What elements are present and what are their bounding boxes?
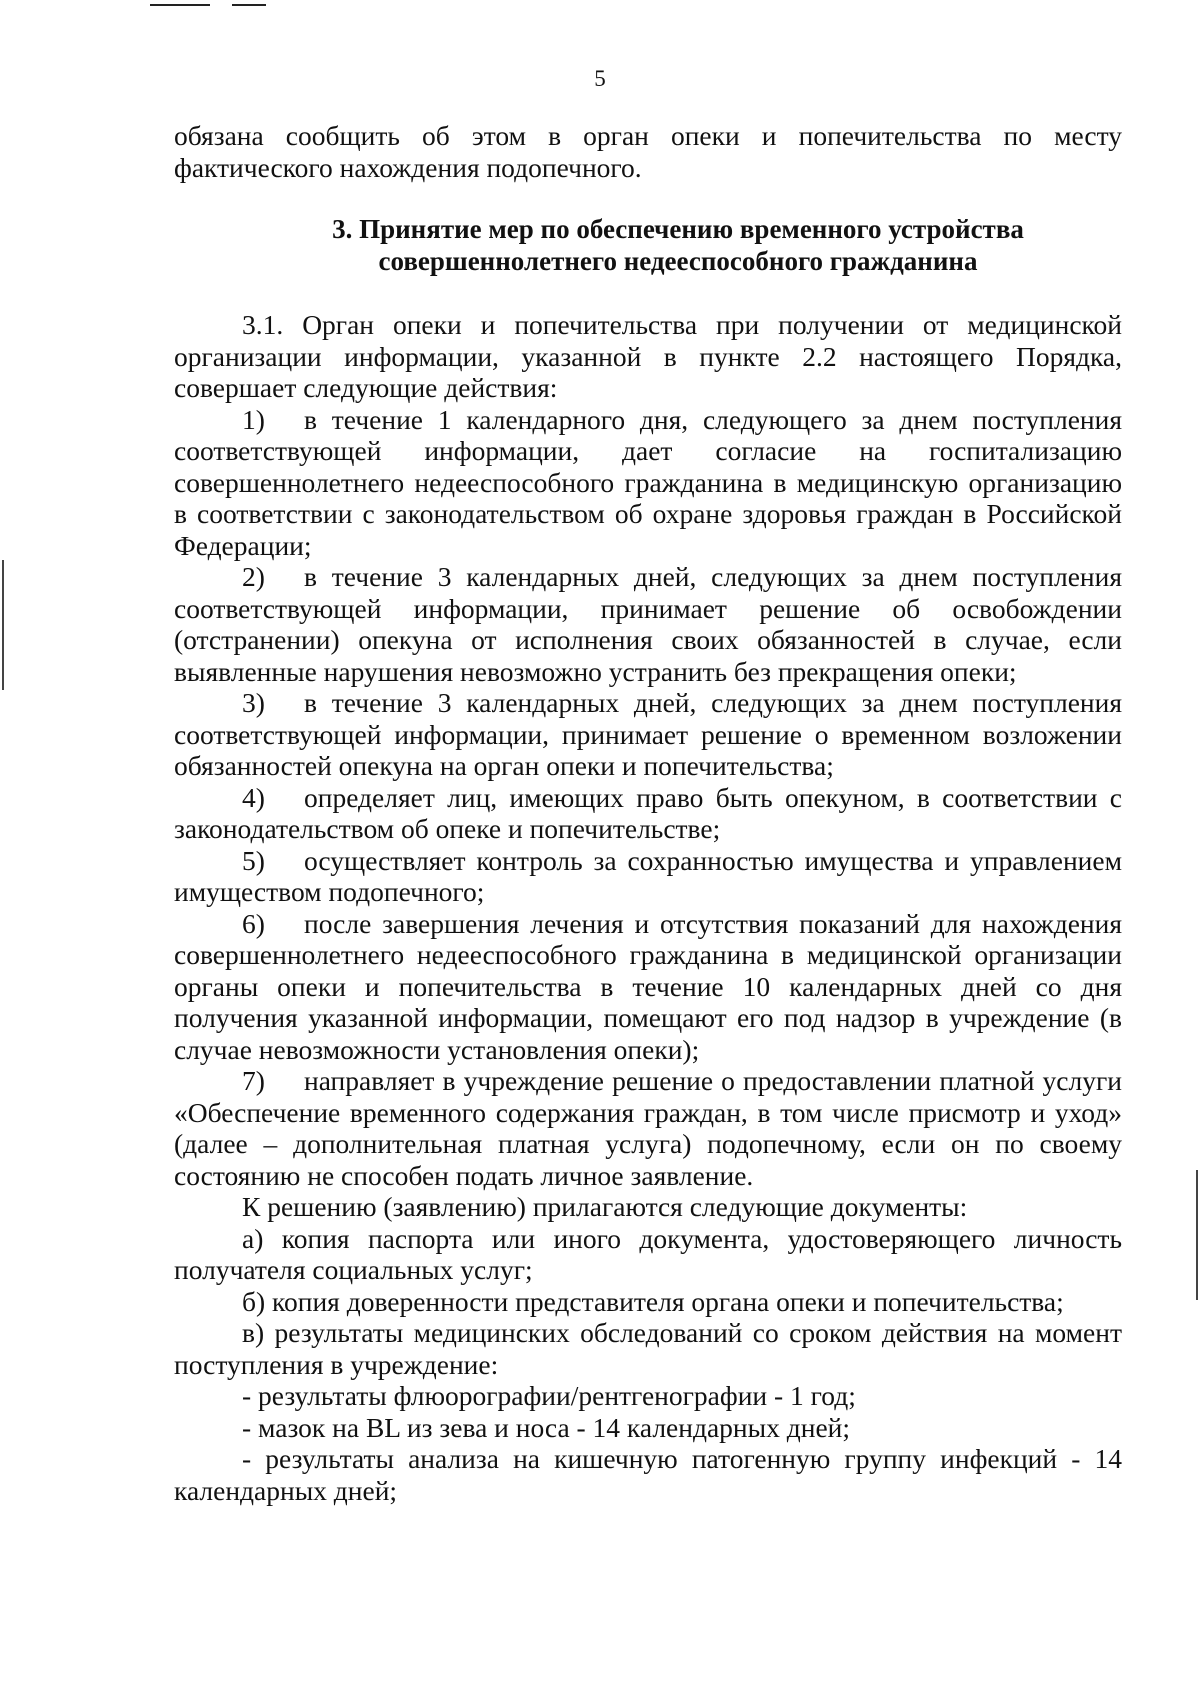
- list-item: [174, 845, 1122, 908]
- list-item: [174, 1065, 1122, 1191]
- scan-mark-top-left: [150, 4, 210, 6]
- section-heading: [234, 213, 1122, 277]
- list-item-text: осуществляет контроль за сохранностью имущества и управлением имуществом подопечного;: [174, 844, 1122, 907]
- list-item: [174, 404, 1122, 562]
- doc-item-b: б) копия доверенности представителя органа опеки и попечительства;: [242, 1285, 1064, 1317]
- document-body: [174, 120, 1122, 1506]
- list-item-text: в течение 3 календарных дней, следующих за днем поступления соответствующей информации, принимает решение об освобождении (отстранении) опекуна от исполнения своих обязанностей в случае, если выявленные нарушения невозможно устранить без прекращения опеки;: [174, 561, 1122, 687]
- scan-mark-right-edge: [1196, 1170, 1198, 1300]
- list-item-text: направляет в учреждение решение о предоставлении платной услуги «Обеспечение временного содержания граждан, в том числе присмотр и уход» (далее – дополнительная платная услуга) подопечному, если он по своему состоянию не способен подать личное заявление.: [174, 1065, 1122, 1191]
- list-item-text: после завершения лечения и отсутствия показаний для нахождения совершеннолетнего недееспособного гражданина в медицинской организации органы опеки и попечительства в течение 10 календарных дней со дня получения указанной информации, помещают его под надзор в учреждение (в случае невозможности установления опеки);: [174, 907, 1122, 1065]
- doc-item-c: в) результаты медицинских обследований со сроком действия на момент поступления в учреждение:: [174, 1317, 1122, 1380]
- list-item-number: 4): [242, 781, 265, 813]
- list-item-number: 3): [242, 687, 265, 718]
- scan-mark-top-left-2: [232, 4, 266, 6]
- med-result-item: - мазок на BL из зева и носа - 14 календарных дней;: [242, 1411, 851, 1443]
- list-item: [174, 908, 1122, 1066]
- list-item-number: 5): [242, 844, 265, 876]
- doc-item-a: а) копия паспорта или иного документа, удостоверяющего личность получателя социальных услуг;: [174, 1222, 1122, 1285]
- list-item-number: 7): [242, 1065, 265, 1096]
- list-item: [174, 561, 1122, 687]
- list-item-text: определяет лиц, имеющих право быть опекуном, в соответствии с законодательством об опеке и попечительстве;: [174, 781, 1122, 844]
- section-heading-line1: 3. Принятие мер по обеспечению временного устройства: [332, 214, 1024, 244]
- med-result-item: - результаты флюорографии/рентгенографии - 1 год;: [242, 1380, 856, 1411]
- list-item-number: 6): [242, 907, 265, 939]
- section-heading-line2: совершеннолетнего недееспособного гражданина: [378, 246, 978, 276]
- list-item: [174, 687, 1122, 782]
- list-item-text: в течение 3 календарных дней, следующих за днем поступления соответствующей информации, принимает решение о временном возложении обязанностей опекуна на орган опеки и попечительства;: [174, 687, 1122, 781]
- list-item-number: 1): [242, 403, 265, 435]
- attachments-intro: К решению (заявлению) прилагаются следующие документы:: [242, 1191, 968, 1222]
- page-number: 5: [594, 66, 606, 91]
- paragraph-3-1: 3.1. Орган опеки и попечительства при получении от медицинской организации информации, указанной в пункте 2.2 настоящего Порядка, совершает следующие действия:: [174, 309, 1122, 403]
- list-item: [174, 782, 1122, 845]
- scan-mark-left-edge: [2, 560, 4, 690]
- med-result-item: - результаты анализа на кишечную патогенную группу инфекций - 14 календарных дней;: [174, 1443, 1122, 1506]
- list-item-number: 2): [242, 561, 265, 592]
- intro-paragraph: обязана сообщить об этом в орган опеки и попечительства по месту фактического нахождения подопечного.: [174, 120, 1122, 183]
- list-item-text: в течение 1 календарного дня, следующего за днем поступления соответствующей информации, дает согласие на госпитализацию совершеннолетнего недееспособного гражданина в медицинскую организацию в соответствии с законодательством об охране здоровья граждан в Российской Федерации;: [174, 403, 1122, 561]
